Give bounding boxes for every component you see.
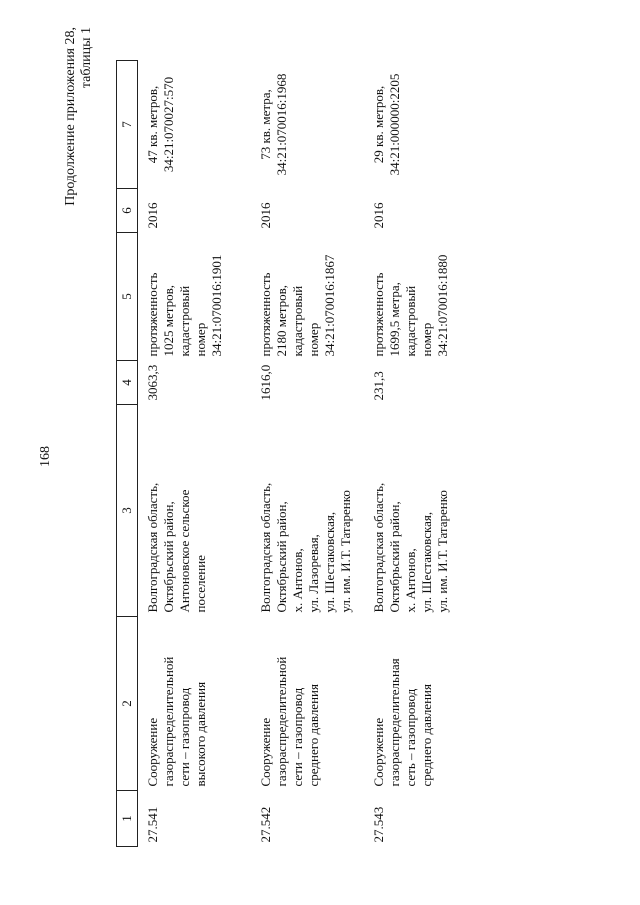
object-value: 231,3 xyxy=(371,371,386,401)
object-name-line: Сооружение xyxy=(371,717,386,787)
characteristics-line: 34:21:070016:1901 xyxy=(209,254,224,357)
object-name-line: высокого давления xyxy=(193,681,208,787)
column-header-6: 6 xyxy=(117,189,138,233)
extra-line: 34:21:070027:570 xyxy=(161,76,176,173)
table-row xyxy=(251,61,364,847)
characteristics-line: протяженность xyxy=(145,272,160,357)
extra-line: 73 кв. метра, xyxy=(258,89,273,160)
object-extra xyxy=(251,61,364,189)
object-name-line: среднего давления xyxy=(419,684,434,787)
column-header-7: 7 xyxy=(117,61,138,189)
object-characteristics xyxy=(364,233,477,361)
object-name-line: сеть – газопровод xyxy=(403,688,418,787)
object-address xyxy=(364,405,477,617)
object-name xyxy=(138,617,252,791)
address-line: ул. Лазоревая, xyxy=(306,534,321,613)
address-line: Волгоградская область, xyxy=(258,482,273,613)
object-year: 2016 xyxy=(145,202,160,229)
column-header-5: 5 xyxy=(117,233,138,361)
address-line: х. Антонов, xyxy=(290,548,305,613)
characteristics-line: номер xyxy=(193,322,208,357)
address-line: ул. им. И.Т. Татаренко xyxy=(435,490,450,613)
characteristics-line: протяженность xyxy=(371,272,386,357)
extra-line: 34:21:070016:1968 xyxy=(274,73,289,176)
address-line: ул. им. И.Т. Татаренко xyxy=(338,490,353,613)
address-line: ул. Шестаковская, xyxy=(419,511,434,613)
object-year: 2016 xyxy=(258,202,273,229)
continuation-note-line1: Продолжение приложения 28, xyxy=(63,27,78,206)
object-year: 2016 xyxy=(371,202,386,229)
row-number: 27.542 xyxy=(258,806,273,843)
column-header-2: 2 xyxy=(117,617,138,791)
column-header-3: 3 xyxy=(117,405,138,617)
object-address xyxy=(138,405,252,617)
extra-line: 34:21:000000:2205 xyxy=(387,73,402,176)
address-line: Октябрьский район, xyxy=(274,501,289,613)
object-value: 1616,0 xyxy=(258,364,273,401)
row-number: 27.543 xyxy=(371,806,386,843)
address-line: х. Антонов, xyxy=(403,548,418,613)
characteristics-line: кадастровый xyxy=(403,285,418,357)
address-line: Антоновское сельское xyxy=(177,489,192,613)
object-name-line: сети – газопровод xyxy=(290,687,305,787)
register-table xyxy=(116,60,477,847)
object-characteristics xyxy=(251,233,364,361)
address-line: Октябрьский район, xyxy=(161,501,176,613)
object-value: 3063,3 xyxy=(145,364,160,401)
object-characteristics xyxy=(138,233,252,361)
object-name-line: Сооружение xyxy=(145,717,160,787)
characteristics-line: номер xyxy=(306,322,321,357)
characteristics-line: кадастровый xyxy=(290,285,305,357)
characteristics-line: номер xyxy=(419,322,434,357)
object-address xyxy=(251,405,364,617)
address-line: Волгоградская область, xyxy=(371,482,386,613)
object-name-line: газораспределительная xyxy=(387,658,402,787)
table-row xyxy=(138,61,252,847)
continuation-note xyxy=(63,27,95,267)
extra-line: 29 кв. метров, xyxy=(371,85,386,164)
object-name xyxy=(364,617,477,791)
continuation-note-line2: таблицы 1 xyxy=(79,27,94,89)
address-line: Волгоградская область, xyxy=(145,482,160,613)
object-extra xyxy=(138,61,252,189)
address-line: поселение xyxy=(193,555,208,613)
page-number: 168 xyxy=(38,446,53,467)
object-name xyxy=(251,617,364,791)
characteristics-line: 2180 метров, xyxy=(274,285,289,357)
characteristics-line: 34:21:070016:1867 xyxy=(322,254,337,357)
characteristics-line: 1699,5 метра, xyxy=(387,282,402,357)
table-header-row xyxy=(117,61,138,847)
extra-line: 47 кв. метров, xyxy=(145,85,160,164)
column-header-4: 4 xyxy=(117,361,138,405)
object-name-line: среднего давления xyxy=(306,684,321,787)
characteristics-line: 34:21:070016:1880 xyxy=(435,254,450,357)
object-name-line: сети – газопровод xyxy=(177,687,192,787)
row-number: 27.541 xyxy=(145,806,160,843)
address-line: ул. Шестаковская, xyxy=(322,511,337,613)
address-line: Октябрьский район, xyxy=(387,501,402,613)
column-header-1: 1 xyxy=(117,791,138,847)
characteristics-line: кадастровый xyxy=(177,285,192,357)
object-name-line: Сооружение xyxy=(258,717,273,787)
characteristics-line: протяженность xyxy=(258,272,273,357)
object-name-line: газораспределительной xyxy=(161,656,176,787)
characteristics-line: 1025 метров, xyxy=(161,285,176,357)
table-row xyxy=(364,61,477,847)
object-name-line: газораспределительной xyxy=(274,656,289,787)
object-extra xyxy=(364,61,477,189)
